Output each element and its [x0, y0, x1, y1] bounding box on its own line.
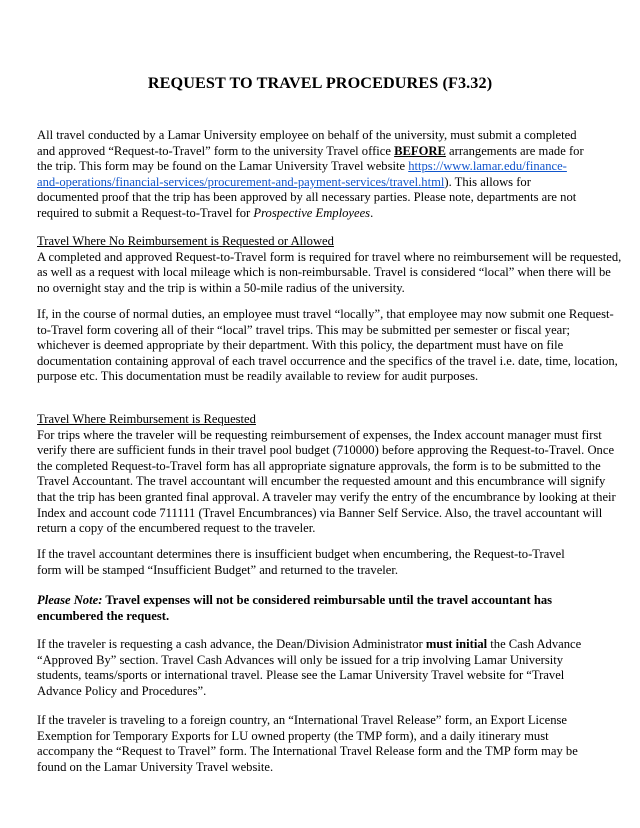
- foreign-travel-paragraph: [37, 713, 578, 775]
- text-line: documentation containing approval of each travel occurrence and the specifics of the travel i.e. date, time, location,: [37, 353, 618, 368]
- text-line: return a copy of the encumbered request to the traveler.: [37, 521, 316, 536]
- no-reimbursement-section: [37, 234, 621, 296]
- text-line: accompany the “Request to Travel” form. The International Travel Release form and the TMP form may be: [37, 744, 578, 759]
- text-line: If the traveler is traveling to a foreign country, an “International Travel Release” form, an Export License: [37, 713, 568, 727]
- text-span: Travel expenses will not be considered reimbursable until the travel accountant has: [102, 593, 553, 607]
- text-line: Exemption for Temporary Exports for LU owned property (the TMP form), and a daily itinerary must: [37, 728, 549, 743]
- prospective-employees-italic: Prospective Employees: [253, 205, 371, 220]
- travel-website-link[interactable]: https://www.lamar.edu/finance-: [408, 159, 567, 174]
- cash-advance-paragraph: [37, 637, 581, 699]
- text-line: “Approved By” section. Travel Cash Advances will only be issued for a trip involving Lamar University: [37, 652, 564, 667]
- text-span: .: [370, 205, 374, 220]
- text-line: the completed Request-to-Travel form has all appropriate signature approvals, the form is to be submitted to the: [37, 458, 601, 473]
- before-emphasis: BEFORE: [394, 143, 446, 158]
- text-span: and approved “Request-to-Travel” form to the university Travel office: [37, 143, 395, 158]
- local-travel-paragraph: [37, 307, 618, 385]
- text-line: Index and account code 711111 (Travel Encumbrances) via Banner Self Service. Also, the travel accountant will: [37, 505, 603, 520]
- text-line: If, in the course of normal duties, an employee must travel “locally”, that employee may now submit one Request-: [37, 307, 614, 321]
- text-span: the Cash Advance: [487, 637, 582, 651]
- text-line: students, teams/sports or international travel. Please see the Lamar University Travel website for “Travel: [37, 668, 565, 683]
- insufficient-budget-paragraph: [37, 547, 565, 578]
- section-heading: Travel Where No Reimbursement is Requested or Allowed: [37, 234, 334, 248]
- text-line: [37, 206, 584, 222]
- text-line: no overnight stay and the trip is within a 50-mile radius of the university.: [37, 280, 405, 295]
- reimbursement-section: [37, 412, 616, 537]
- text-span: required to submit a Request-to-Travel for: [37, 205, 254, 220]
- travel-website-link-cont[interactable]: and-operations/financial-services/procurement-and-payment-services/travel.html: [37, 174, 445, 189]
- text-line: purpose etc. This documentation must be readily available to review for audit purposes.: [37, 369, 479, 384]
- text-span: ). This allows for: [444, 174, 531, 189]
- text-span: If the traveler is requesting a cash advance, the Dean/Division Administrator: [37, 637, 426, 651]
- page-title: REQUEST TO TRAVEL PROCEDURES (F3.32): [147, 74, 493, 92]
- text-line: Advance Policy and Procedures”.: [37, 683, 207, 698]
- intro-paragraph: [37, 128, 584, 222]
- text-line: [37, 159, 584, 175]
- text-line: as well as a request with local mileage which is non-reimbursable. Travel is considered “local” when there will be: [37, 265, 611, 280]
- text-line: encumbered the request.: [37, 608, 170, 623]
- text-line: form will be stamped “Insufficient Budget” and returned to the traveler.: [37, 562, 399, 577]
- text-line: verify there are sufficient funds in their travel pool budget (710000) before approving the Request-to-Travel. Once: [37, 443, 615, 458]
- text-line: whichever is deemed appropriate by their department. With this policy, the department must have on file: [37, 338, 564, 353]
- text-span: arrangements are made for: [445, 143, 584, 158]
- text-line: If the travel accountant determines there is insufficient budget when encumbering, the Request-to-Travel: [37, 547, 565, 561]
- please-note-label: Please Note:: [37, 593, 103, 607]
- section-heading: Travel Where Reimbursement is Requested: [37, 412, 256, 426]
- text-line: Travel Accountant. The travel accountant will encumber the requested amount and this encumbrance will signify: [37, 474, 606, 489]
- text-line: [37, 637, 581, 653]
- text-line: found on the Lamar University Travel website.: [37, 759, 274, 774]
- text-line: to-Travel form covering all of their “local” travel trips. This may be submitted per semester or fiscal year;: [37, 322, 570, 337]
- text-line: documented proof that the trip has been approved by all necessary parties. Please note, departments are not: [37, 190, 577, 205]
- text-line: [37, 144, 584, 160]
- text-line: [37, 593, 552, 609]
- text-line: that the trip has been granted final approval. A traveler may verify the entry of the encumbrance by looking at their: [37, 489, 616, 504]
- text-line: [37, 175, 584, 191]
- text-line: All travel conducted by a Lamar University employee on behalf of the university, must submit a completed: [37, 128, 577, 142]
- please-note-paragraph: [37, 593, 552, 624]
- text-line: A completed and approved Request-to-Travel form is required for travel where no reimbursement will be requested,: [37, 249, 622, 264]
- text-line: For trips where the traveler will be requesting reimbursement of expenses, the Index account manager must first: [37, 427, 602, 442]
- must-initial-emphasis: must initial: [425, 637, 488, 651]
- text-span: the trip. This form may be found on the Lamar University Travel website: [37, 159, 409, 174]
